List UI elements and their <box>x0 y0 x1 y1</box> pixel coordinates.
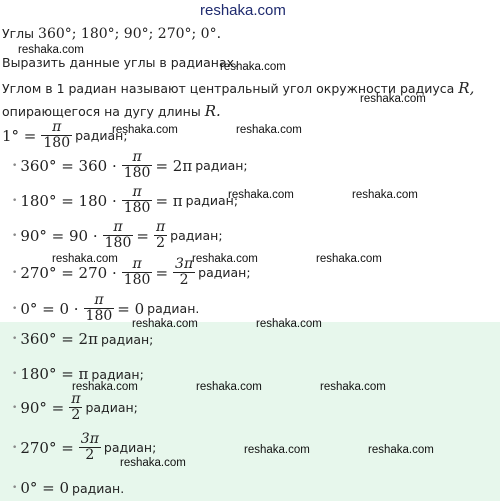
step-lhs: 270° = 270 · <box>20 263 117 282</box>
step-270 <box>12 257 254 288</box>
watermark: reshaka.com <box>228 189 294 201</box>
fraction-denominator: 180 <box>85 308 113 324</box>
fraction-numerator: π <box>155 219 166 235</box>
watermark: reshaka.com <box>52 253 118 265</box>
watermark: reshaka.com <box>368 444 434 456</box>
bullet-icon: • <box>12 230 18 241</box>
result-fraction <box>154 220 167 251</box>
watermark: reshaka.com <box>236 124 302 136</box>
step-180 <box>12 185 241 216</box>
fraction-numerator: π <box>132 184 142 200</box>
fraction-numerator: π <box>132 149 142 165</box>
step-rhs: = <box>155 263 169 282</box>
fraction-numerator: π <box>113 219 123 235</box>
step-360 <box>12 150 251 181</box>
answer-unit: радиан; <box>100 331 154 347</box>
fraction-denominator: 180 <box>123 272 151 288</box>
watermark-top: reshaka.com <box>200 2 286 19</box>
watermark: reshaka.com <box>360 93 426 105</box>
answer-unit: радиан; <box>85 400 138 415</box>
fraction-denominator: 2 <box>154 235 167 251</box>
bullet-icon: • <box>12 195 18 206</box>
answer-value: 0° = 0 <box>20 479 70 497</box>
fraction-numerator: π <box>71 391 81 407</box>
arc-var: R. <box>204 102 221 120</box>
problem-line-2: Выразить данные углы в радианах. <box>2 55 238 70</box>
fraction-numerator: π <box>132 256 142 272</box>
definition-fraction <box>41 120 72 151</box>
definition-lhs: 1° = <box>2 126 37 145</box>
answer-value: 90° = <box>20 398 65 417</box>
fraction-denominator: 2 <box>173 272 195 288</box>
problem-line-4 <box>2 102 221 120</box>
fraction-numerator: 3π <box>80 431 99 447</box>
fraction-denominator: 180 <box>123 165 151 181</box>
result-fraction <box>173 257 195 288</box>
watermark: reshaka.com <box>112 124 178 136</box>
definition-unit: радиан; <box>75 128 128 143</box>
step-rhs: = <box>136 226 149 245</box>
answer-0 <box>12 479 127 497</box>
answer-unit: радиан. <box>72 480 125 496</box>
bullet-icon: • <box>12 334 18 344</box>
answer-fraction <box>69 392 82 423</box>
watermark: reshaka.com <box>320 381 386 393</box>
answer-unit: радиан; <box>103 440 157 455</box>
fraction-denominator: 180 <box>104 235 132 251</box>
step-fraction <box>122 185 153 216</box>
answer-value: 360° = 2π <box>20 330 98 348</box>
bullet-icon: • <box>12 160 18 171</box>
bullet-icon: • <box>12 442 18 453</box>
bullet-icon: • <box>12 483 18 493</box>
bullet-icon: • <box>12 402 18 413</box>
bullet-icon: • <box>12 267 18 278</box>
step-unit: радиан; <box>195 158 248 173</box>
step-rhs: = 2π <box>155 156 193 175</box>
watermark: reshaka.com <box>120 457 186 469</box>
answer-unit: радиан; <box>91 366 144 382</box>
fraction-denominator: 2 <box>69 407 82 423</box>
fraction-denominator: 2 <box>79 447 101 463</box>
problem-line-1 <box>2 26 221 42</box>
step-unit: радиан; <box>198 265 251 280</box>
step-lhs: 0° = 0 · <box>20 299 79 318</box>
fraction-denominator: 180 <box>43 135 71 151</box>
step-unit: радиан; <box>185 193 239 208</box>
step-fraction <box>84 293 115 324</box>
step-fraction <box>103 220 134 251</box>
step-lhs: 90° = 90 · <box>20 226 98 245</box>
fraction-numerator: 3π <box>175 256 194 272</box>
problem-line-3-text: Углом в 1 радиан называют центральный угол окружности радиуса <box>2 81 455 96</box>
watermark: reshaka.com <box>192 253 258 265</box>
step-unit: радиан. <box>147 301 200 316</box>
problem-line-4-text: опирающегося на дугу длины <box>2 104 201 119</box>
step-unit: радиан; <box>170 228 223 243</box>
step-lhs: 360° = 360 · <box>20 156 117 175</box>
watermark: reshaka.com <box>18 44 84 56</box>
watermark: reshaka.com <box>256 318 322 330</box>
watermark: reshaka.com <box>244 444 310 456</box>
bullet-icon: • <box>12 369 18 379</box>
watermark: reshaka.com <box>72 381 138 393</box>
watermark: reshaka.com <box>132 318 198 330</box>
step-lhs: 180° = 180 · <box>20 191 117 210</box>
step-fraction <box>122 257 153 288</box>
answer-value: 180° = π <box>20 365 89 383</box>
radius-var: R, <box>458 79 475 97</box>
fraction-numerator: π <box>52 119 62 135</box>
watermark: reshaka.com <box>220 61 286 73</box>
problem-line-1-prefix: Углы <box>2 26 39 41</box>
answer-360 <box>12 330 156 348</box>
answer-fraction <box>79 432 101 463</box>
watermark: reshaka.com <box>196 381 262 393</box>
step-rhs: = 0 <box>117 299 145 318</box>
step-fraction <box>122 150 153 181</box>
step-rhs: = π <box>155 191 183 210</box>
answer-value: 270° = <box>20 438 74 457</box>
answer-90 <box>12 392 141 423</box>
problem-line-1-angles: 360°; 180°; 90°; 270°; 0°. <box>38 26 222 42</box>
watermark: reshaka.com <box>316 253 382 265</box>
step-90 <box>12 220 226 251</box>
fraction-numerator: π <box>94 292 104 308</box>
watermark: reshaka.com <box>352 189 418 201</box>
fraction-denominator: 180 <box>123 200 151 216</box>
bullet-icon: • <box>12 303 18 314</box>
